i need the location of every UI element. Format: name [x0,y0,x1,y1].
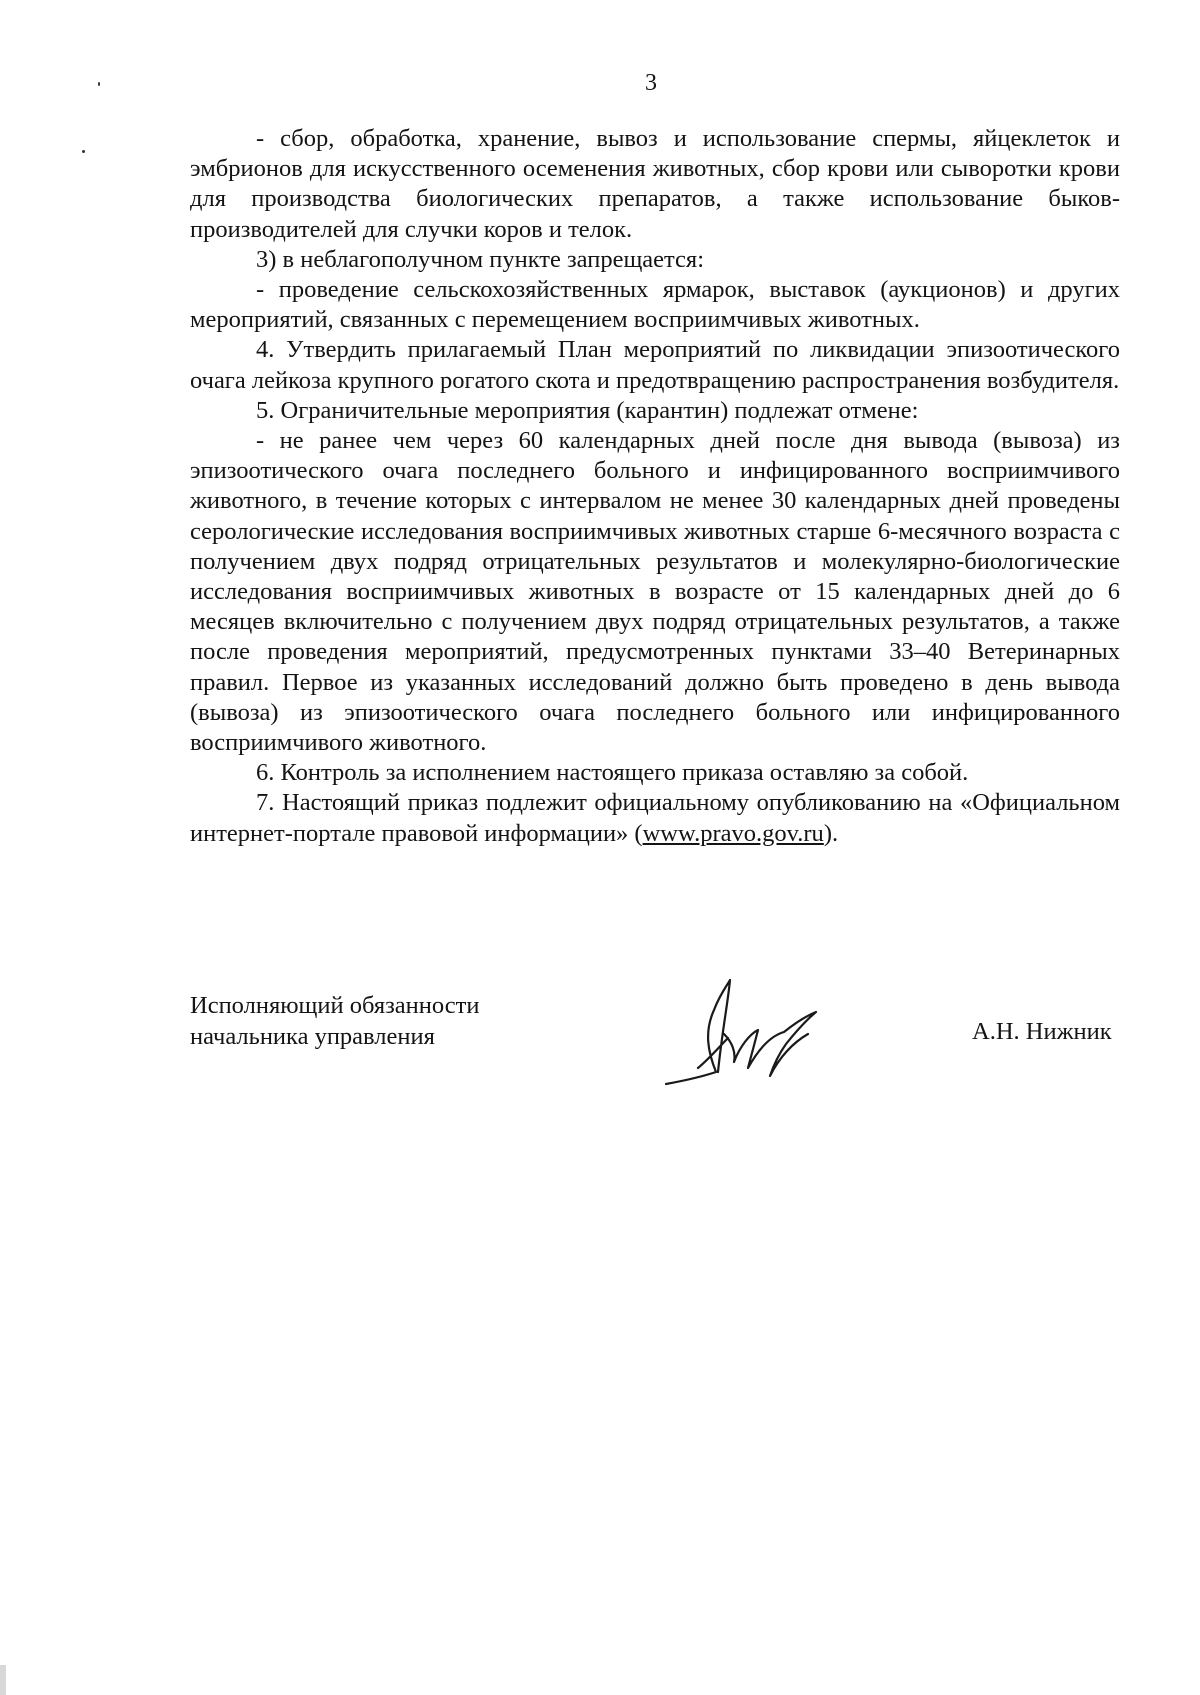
paragraph-approve-plan: 4. Утвердить прилагаемый План мероприятий по ликвидации эпизоотического очага лейкоза крупного рогатого скота и предотвращению распространения возбудителя. [190,336,1120,394]
paragraph-collection-ban: - сбор, обработка, хранение, вывоз и использование спермы, яйцеклеток и эмбрионов для искусственного осеменения животных, сбор крови или сыворотки крови для производства биологических препаратов, а также использование быков-производителей для случки коров и телок. [190,125,1120,243]
signer-position [190,990,479,1052]
scan-speck [82,150,85,153]
document-body [190,124,1120,849]
signer-position-line1: Исполняющий обязанности [190,992,480,1019]
handwritten-signature [658,972,838,1092]
paragraph-control: 6. Контроль за исполнением настоящего приказа оставляю за собой. [256,759,969,787]
signer-name: А.Н. Нижник [972,1018,1112,1045]
scan-speck [98,82,100,86]
paragraph-cancel-conditions: - не ранее чем через 60 календарных дней после дня вывода (вывоза) из эпизоотического очага последнего больного и инфицированного восприимчивого животного, в течение которых с интервалом не менее 30 календарных дней проведены серологические исследования восприимчивых животных старше 6-месячного возраста с получением двух подряд отрицательных результатов и молекулярно-биологические исследования восприимчивых животных в возрасте от 15 календарных дней до 6 месяцев включительно с получением двух подряд отрицательных результатов, а также после проведения мероприятий, предусмотренных пунктами 33–40 Ветеринарных правил. Первое из указанных исследований должно быть проведено в день вывода (вывоза) из эпизоотического очага последнего больного или инфицированного восприимчивого животного. [190,427,1120,757]
paragraph-quarantine-cancel: 5. Ограничительные мероприятия (карантин) подлежат отмене: [256,396,919,424]
scan-edge [0,1665,6,1695]
page-number: 3 [645,70,657,96]
pravo-link[interactable]: www.pravo.gov.ru [642,819,824,847]
signer-position-line2: начальника управления [190,1023,435,1050]
publication-suffix: ). [823,819,839,847]
publication-text: 7. Настоящий приказ подлежит официальному опубликованию на «Официальном интернет-портале правовой информации» ( [190,789,1120,847]
paragraph-fairs-ban: - проведение сельскохозяйственных ярмарок, выставок (аукционов) и других мероприятий, связанных с перемещением восприимчивых животных. [190,276,1120,334]
paragraph-prohibited-heading: 3) в неблагополучном пункте запрещается: [256,245,705,273]
paragraph-publication [190,788,1120,848]
